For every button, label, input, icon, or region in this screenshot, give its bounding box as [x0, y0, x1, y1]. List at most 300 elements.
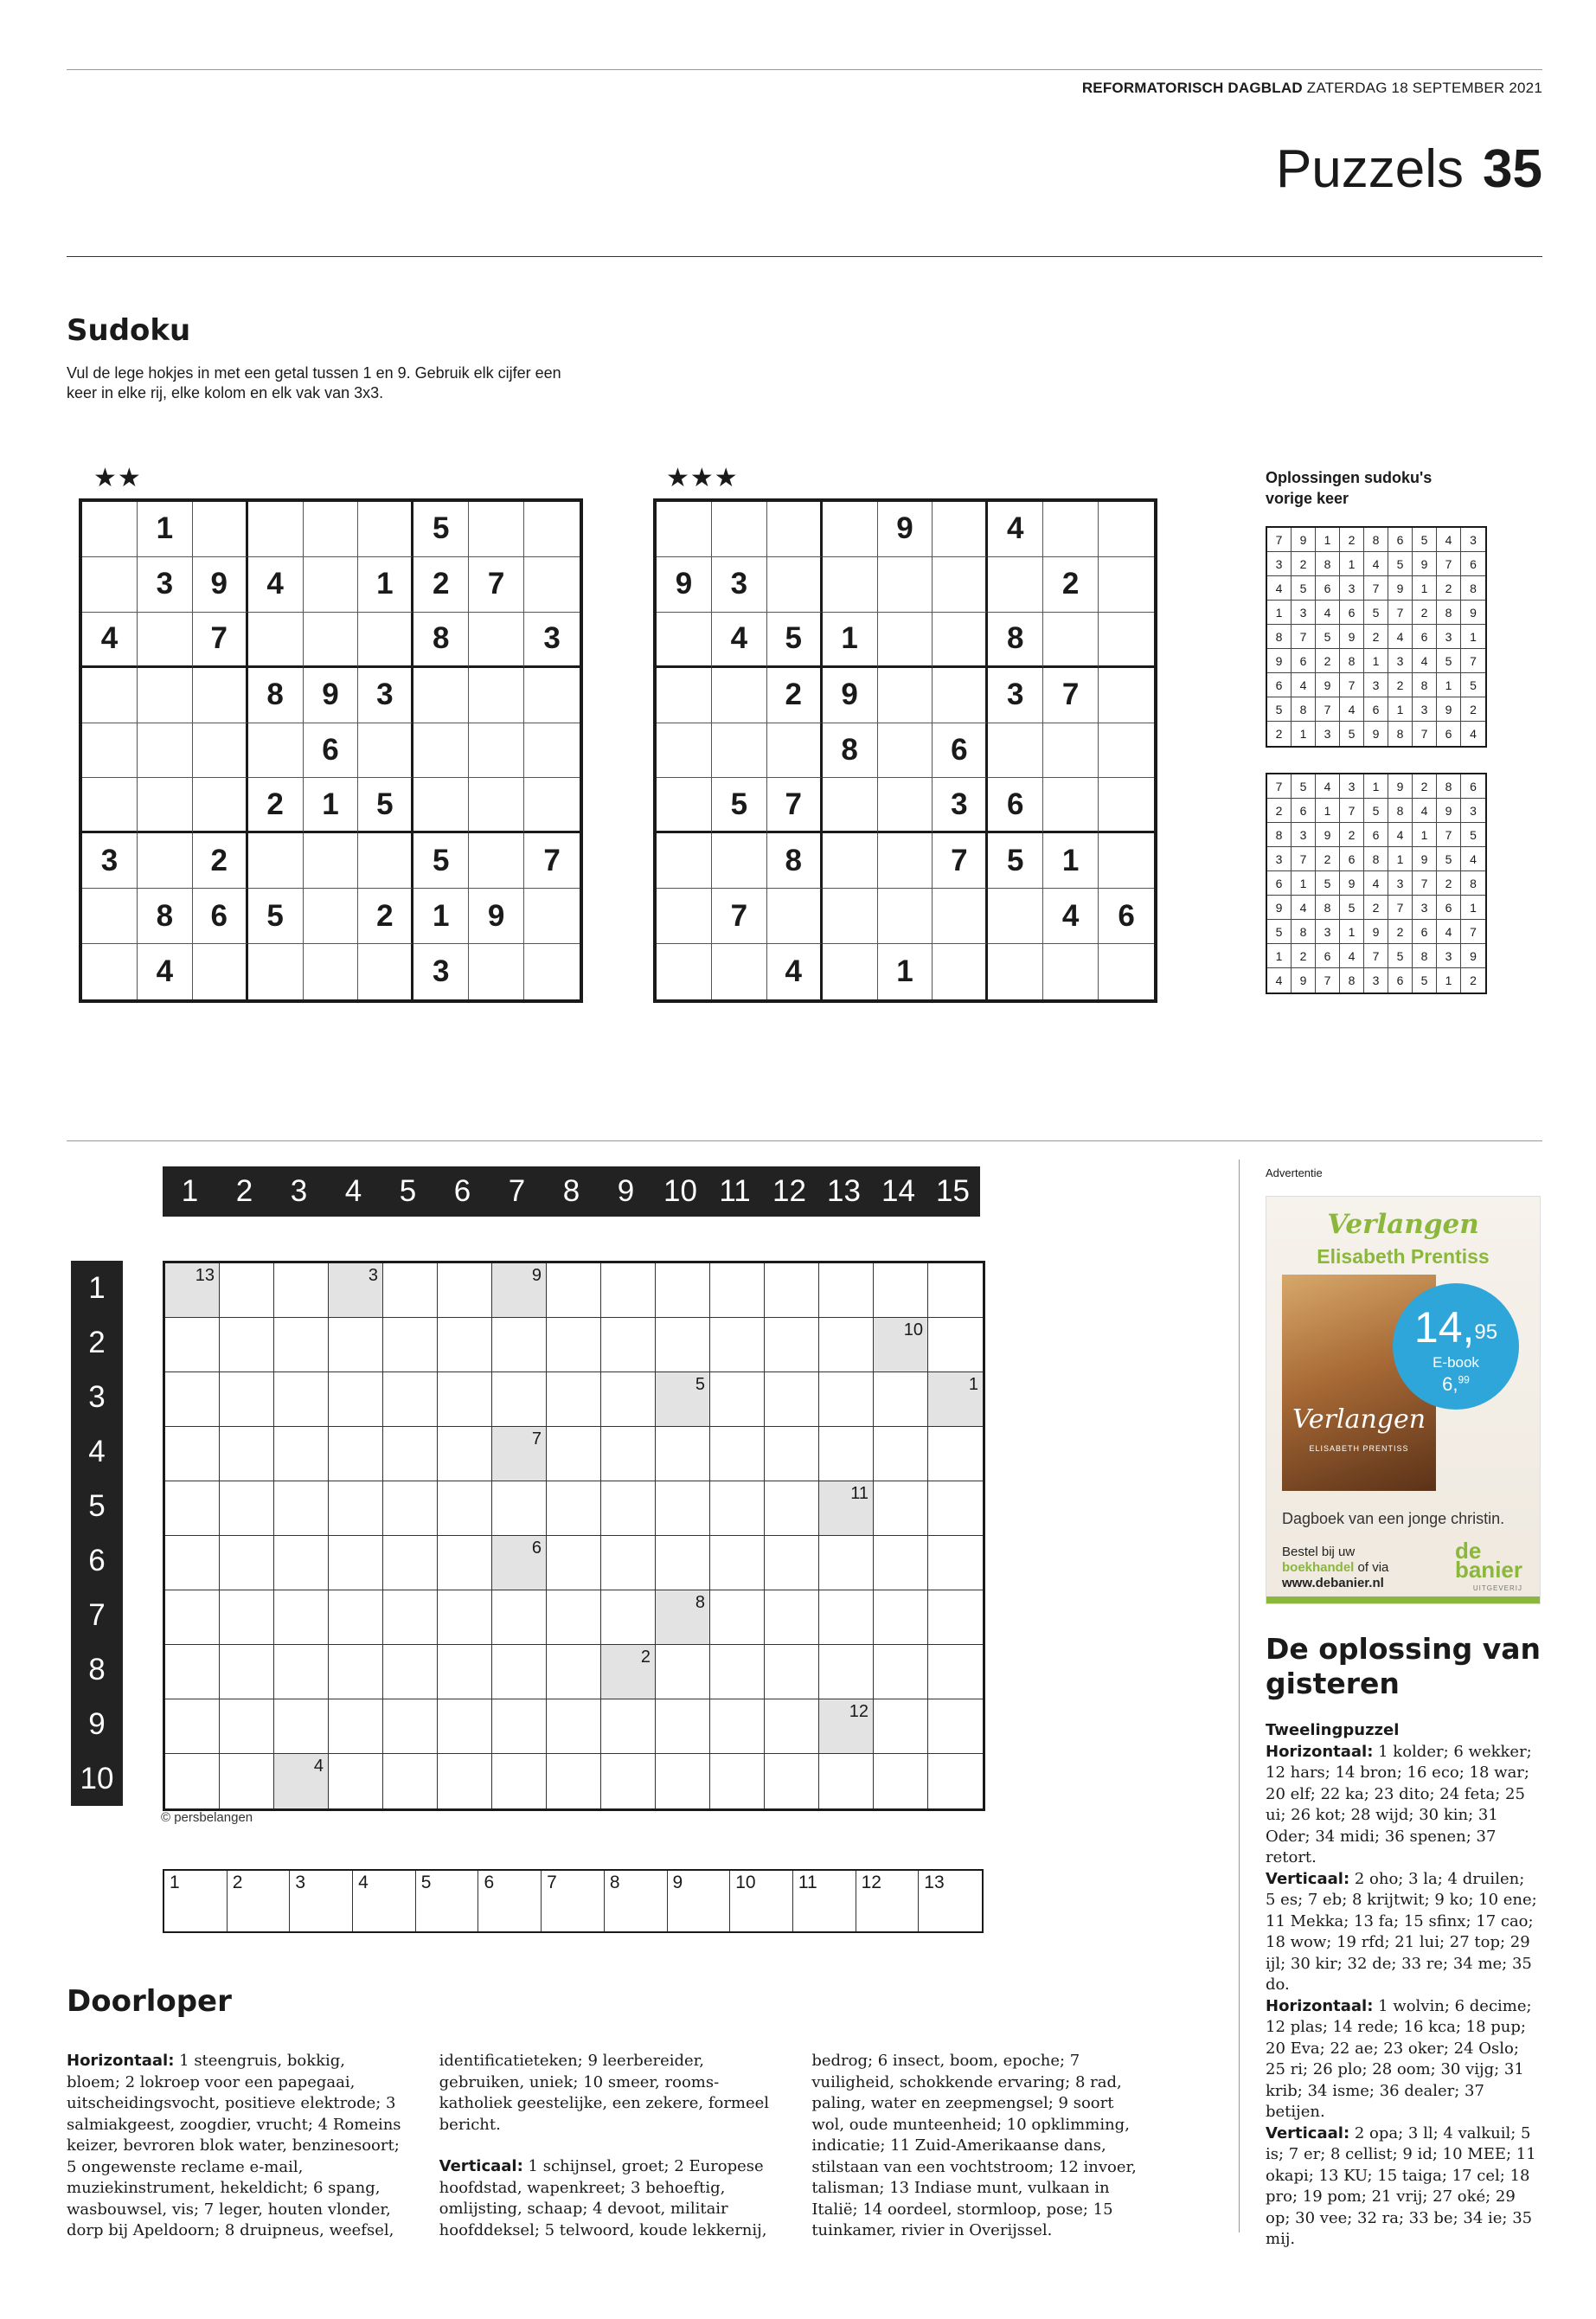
- crossword-cell[interactable]: [220, 1318, 274, 1372]
- crossword-cell[interactable]: [765, 1318, 819, 1372]
- sudoku-cell[interactable]: [878, 557, 933, 613]
- crossword-cell[interactable]: [710, 1263, 765, 1318]
- crossword-cell[interactable]: [165, 1372, 220, 1427]
- crossword-cell[interactable]: [492, 1645, 547, 1699]
- crossword-cell[interactable]: [165, 1590, 220, 1645]
- crossword-cell[interactable]: [492, 1427, 547, 1481]
- crossword-cell[interactable]: [710, 1754, 765, 1808]
- sudoku-cell[interactable]: [524, 502, 580, 557]
- sudoku-cell[interactable]: [878, 613, 933, 668]
- solution-cell: 7: [1340, 799, 1364, 823]
- sudoku-cell[interactable]: [413, 668, 469, 723]
- crossword-cell[interactable]: [492, 1263, 547, 1318]
- crossword-cell[interactable]: [819, 1263, 874, 1318]
- crossword-cell[interactable]: [874, 1481, 928, 1536]
- crossword-cell[interactable]: [220, 1645, 274, 1699]
- sudoku-cell[interactable]: [469, 613, 524, 668]
- crossword-cell[interactable]: [601, 1590, 656, 1645]
- crossword-cell[interactable]: [220, 1263, 274, 1318]
- crossword-cell[interactable]: [274, 1427, 329, 1481]
- sudoku-cell[interactable]: [138, 613, 193, 668]
- solution-cell: 8: [1461, 871, 1485, 896]
- sudoku-cell[interactable]: [878, 723, 933, 779]
- crossword-cell[interactable]: [165, 1699, 220, 1754]
- crossword-cell[interactable]: [928, 1536, 983, 1590]
- sudoku-cell[interactable]: [469, 833, 524, 889]
- crossword-grid[interactable]: [163, 1261, 985, 1811]
- sudoku-cell[interactable]: [767, 889, 823, 944]
- sudoku-cell[interactable]: [988, 889, 1043, 944]
- sudoku-cell[interactable]: [657, 723, 712, 779]
- crossword-cell[interactable]: [874, 1372, 928, 1427]
- advertisement[interactable]: [1266, 1196, 1541, 1604]
- sudoku-cell[interactable]: [988, 723, 1043, 779]
- order-url[interactable]: www.debanier.nl: [1282, 1576, 1384, 1590]
- crossword-cell[interactable]: [220, 1754, 274, 1808]
- sudoku-cell[interactable]: [524, 557, 580, 613]
- crossword-cell[interactable]: [220, 1372, 274, 1427]
- sudoku-cell[interactable]: [657, 668, 712, 723]
- answer-box[interactable]: [478, 1871, 542, 1931]
- sudoku-cell[interactable]: [988, 944, 1043, 999]
- solution-v2: 2 opa; 3 ll; 4 valkuil; 5 is; 7 er; 8 cellist; 9 id; 10 MEE; 11 okapi; 13 KU; 15 taiga; 17 cel; 18 pro; 19 pom; 21 vrij; 27 oké; 29 op; 30 vee; 32 ra; 33 be; 34 ie; 35 mij.: [1266, 2123, 1536, 2248]
- answer-box-number: 10: [735, 1873, 756, 1892]
- crossword-cell[interactable]: [874, 1263, 928, 1318]
- sudoku-cell[interactable]: [712, 502, 767, 557]
- sudoku-cell[interactable]: [933, 613, 988, 668]
- crossword-cell[interactable]: [928, 1372, 983, 1427]
- crossword-cell[interactable]: [601, 1699, 656, 1754]
- sudoku-cell[interactable]: [657, 944, 712, 999]
- sudoku-cell[interactable]: [933, 944, 988, 999]
- sudoku-cell[interactable]: [82, 944, 138, 999]
- sudoku-cell[interactable]: [1099, 613, 1154, 668]
- sudoku-cell[interactable]: [823, 502, 878, 557]
- answer-box[interactable]: [228, 1871, 291, 1931]
- sudoku-cell[interactable]: [524, 778, 580, 833]
- crossword-cell[interactable]: [165, 1536, 220, 1590]
- crossword-cell[interactable]: [438, 1318, 492, 1372]
- sudoku-cell[interactable]: [82, 557, 138, 613]
- sudoku-cell[interactable]: [358, 502, 413, 557]
- answer-box[interactable]: [416, 1871, 479, 1931]
- crossword-cell[interactable]: [928, 1427, 983, 1481]
- crossword-cell[interactable]: [819, 1645, 874, 1699]
- crossword-cell[interactable]: [874, 1590, 928, 1645]
- sudoku-cell[interactable]: [358, 613, 413, 668]
- sudoku-cell[interactable]: [193, 723, 248, 779]
- crossword-cell[interactable]: [547, 1754, 601, 1808]
- sudoku-cell[interactable]: [767, 502, 823, 557]
- sudoku-cell[interactable]: [823, 557, 878, 613]
- solution-cell: 2: [1316, 847, 1340, 871]
- column-number: 8: [562, 1174, 580, 1208]
- crossword-cell[interactable]: [438, 1372, 492, 1427]
- sudoku-cell[interactable]: [823, 778, 878, 833]
- crossword-cell[interactable]: [438, 1645, 492, 1699]
- solution-cell: 5: [1461, 673, 1485, 697]
- crossword-cell[interactable]: [220, 1590, 274, 1645]
- answer-boxes[interactable]: [163, 1869, 984, 1933]
- crossword-cell[interactable]: [274, 1372, 329, 1427]
- order-shop-link[interactable]: boekhandel: [1282, 1560, 1355, 1575]
- sudoku-cell[interactable]: [712, 668, 767, 723]
- sudoku-grid-1[interactable]: [79, 498, 583, 1003]
- crossword-cell[interactable]: [547, 1372, 601, 1427]
- sudoku-cell[interactable]: [358, 944, 413, 999]
- sudoku-cell[interactable]: [657, 502, 712, 557]
- crossword-cell[interactable]: [928, 1263, 983, 1318]
- crossword-cell[interactable]: [547, 1318, 601, 1372]
- sudoku-cell[interactable]: [193, 502, 248, 557]
- crossword-cell[interactable]: [656, 1536, 710, 1590]
- crossword-cell[interactable]: [874, 1645, 928, 1699]
- crossword-cell[interactable]: [165, 1263, 220, 1318]
- sudoku-cell[interactable]: [524, 668, 580, 723]
- crossword-cell[interactable]: [329, 1481, 383, 1536]
- crossword-cell[interactable]: [547, 1590, 601, 1645]
- sudoku-cell[interactable]: [248, 944, 304, 999]
- sudoku-cell[interactable]: [524, 944, 580, 999]
- sudoku-cell[interactable]: [304, 557, 359, 613]
- answer-box[interactable]: [730, 1871, 793, 1931]
- crossword-cell[interactable]: [329, 1645, 383, 1699]
- crossword-cell[interactable]: [601, 1754, 656, 1808]
- row-number: 10: [80, 1761, 114, 1795]
- sudoku-cell[interactable]: [933, 889, 988, 944]
- crossword-cell[interactable]: [710, 1318, 765, 1372]
- crossword-cell[interactable]: [492, 1318, 547, 1372]
- crossword-cell[interactable]: [710, 1645, 765, 1699]
- sudoku-cell: 1: [138, 502, 193, 557]
- crossword-cell[interactable]: [438, 1263, 492, 1318]
- crossword-cell[interactable]: [547, 1263, 601, 1318]
- crossword-cell[interactable]: [819, 1754, 874, 1808]
- crossword-cell[interactable]: [547, 1699, 601, 1754]
- crossword-cell[interactable]: [710, 1699, 765, 1754]
- crossword-cell[interactable]: [928, 1481, 983, 1536]
- crossword-cell[interactable]: [274, 1590, 329, 1645]
- solution-cell: 3: [1292, 601, 1316, 625]
- crossword-cell[interactable]: [438, 1754, 492, 1808]
- answer-box-number: 2: [232, 1873, 243, 1892]
- solution-cell: 7: [1364, 576, 1388, 601]
- crossword-cell[interactable]: [710, 1536, 765, 1590]
- sudoku-cell[interactable]: [988, 557, 1043, 613]
- sudoku-cell[interactable]: [712, 723, 767, 779]
- sudoku-cell[interactable]: [1099, 778, 1154, 833]
- crossword-cell[interactable]: [601, 1536, 656, 1590]
- crossword-cell[interactable]: [383, 1427, 438, 1481]
- crossword-cell[interactable]: [656, 1372, 710, 1427]
- crossword-cell[interactable]: [928, 1645, 983, 1699]
- crossword-cell[interactable]: [329, 1427, 383, 1481]
- sudoku-cell[interactable]: [358, 723, 413, 779]
- solution-cell: 1: [1364, 649, 1388, 673]
- crossword-cell[interactable]: [656, 1263, 710, 1318]
- crossword-cell[interactable]: [547, 1645, 601, 1699]
- crossword-cell[interactable]: [928, 1699, 983, 1754]
- answer-box[interactable]: [605, 1871, 668, 1931]
- crossword-cell[interactable]: [220, 1481, 274, 1536]
- crossword-cell[interactable]: [656, 1754, 710, 1808]
- crossword-cell[interactable]: [165, 1427, 220, 1481]
- crossword-cell[interactable]: [165, 1754, 220, 1808]
- sudoku-cell[interactable]: [469, 668, 524, 723]
- crossword-cell[interactable]: [819, 1318, 874, 1372]
- crossword-cell[interactable]: [220, 1699, 274, 1754]
- crossword-cell[interactable]: [274, 1536, 329, 1590]
- crossword-cell[interactable]: [383, 1318, 438, 1372]
- solution-cell: 4: [1292, 673, 1316, 697]
- crossword-cell[interactable]: [492, 1590, 547, 1645]
- crossword-cell[interactable]: [656, 1427, 710, 1481]
- sudoku-cell[interactable]: [657, 778, 712, 833]
- sudoku-cell[interactable]: [657, 889, 712, 944]
- sudoku-cell[interactable]: [712, 944, 767, 999]
- solution-cell: 8: [1388, 722, 1413, 746]
- crossword-cell[interactable]: [765, 1263, 819, 1318]
- crossword-cell[interactable]: [765, 1372, 819, 1427]
- crossword-cell[interactable]: [601, 1372, 656, 1427]
- crossword-cell[interactable]: [274, 1699, 329, 1754]
- crossword-cell[interactable]: [601, 1427, 656, 1481]
- solution-cell: 7: [1388, 601, 1413, 625]
- crossword-cell[interactable]: [165, 1318, 220, 1372]
- crossword-cell[interactable]: [819, 1427, 874, 1481]
- crossword-cell[interactable]: [438, 1481, 492, 1536]
- solution-cell: 9: [1388, 576, 1413, 601]
- sudoku-cell[interactable]: [469, 778, 524, 833]
- sudoku-cell[interactable]: [657, 833, 712, 889]
- sudoku-cell[interactable]: [933, 557, 988, 613]
- crossword-cell[interactable]: [329, 1536, 383, 1590]
- crossword-cell[interactable]: [765, 1427, 819, 1481]
- crossword-cell[interactable]: [274, 1263, 329, 1318]
- sudoku-cell[interactable]: [413, 723, 469, 779]
- sudoku-cell[interactable]: [767, 557, 823, 613]
- sudoku-cell[interactable]: [82, 723, 138, 779]
- crossword-cell[interactable]: [710, 1481, 765, 1536]
- crossword-cell[interactable]: [928, 1590, 983, 1645]
- sudoku-cell[interactable]: [1043, 778, 1099, 833]
- crossword-cell[interactable]: [765, 1645, 819, 1699]
- crossword-cell[interactable]: [329, 1263, 383, 1318]
- answer-box[interactable]: [290, 1871, 353, 1931]
- answer-box[interactable]: [668, 1871, 731, 1931]
- crossword-cell[interactable]: [329, 1318, 383, 1372]
- sudoku-cell[interactable]: [304, 502, 359, 557]
- crossword-cell[interactable]: [656, 1590, 710, 1645]
- crossword-cell[interactable]: [492, 1536, 547, 1590]
- crossword-cell[interactable]: [547, 1427, 601, 1481]
- sudoku-cell[interactable]: [1043, 502, 1099, 557]
- sudoku-cell[interactable]: [933, 668, 988, 723]
- sudoku-cell[interactable]: [1099, 502, 1154, 557]
- crossword-cell[interactable]: [274, 1318, 329, 1372]
- answer-box[interactable]: [164, 1871, 228, 1931]
- crossword-cell[interactable]: [329, 1754, 383, 1808]
- sudoku-cell[interactable]: [469, 723, 524, 779]
- crossword-cell[interactable]: [492, 1481, 547, 1536]
- crossword-cell[interactable]: [656, 1481, 710, 1536]
- crossword-cell[interactable]: [383, 1645, 438, 1699]
- crossword-cell[interactable]: [765, 1699, 819, 1754]
- crossword-cell[interactable]: [656, 1699, 710, 1754]
- sudoku-cell[interactable]: [469, 502, 524, 557]
- sudoku-grid-2[interactable]: [653, 498, 1157, 1003]
- crossword-cell[interactable]: [492, 1699, 547, 1754]
- crossword-cell[interactable]: [329, 1372, 383, 1427]
- answer-box[interactable]: [856, 1871, 920, 1931]
- sudoku-cell[interactable]: [304, 833, 359, 889]
- crossword-cell[interactable]: [874, 1754, 928, 1808]
- solution-cell: 8: [1316, 552, 1340, 576]
- answer-box[interactable]: [542, 1871, 605, 1931]
- crossword-cell[interactable]: [819, 1481, 874, 1536]
- crossword-cell[interactable]: [874, 1318, 928, 1372]
- crossword-cell[interactable]: [438, 1536, 492, 1590]
- sudoku-cell[interactable]: [524, 723, 580, 779]
- answer-box[interactable]: [353, 1871, 416, 1931]
- sudoku-cell[interactable]: [138, 778, 193, 833]
- crossword-cell[interactable]: [220, 1536, 274, 1590]
- crossword-cell[interactable]: [438, 1590, 492, 1645]
- solution-cell: 3: [1388, 649, 1413, 673]
- crossword-cell[interactable]: [765, 1536, 819, 1590]
- crossword-cell[interactable]: [710, 1427, 765, 1481]
- sudoku-cell[interactable]: [138, 668, 193, 723]
- sudoku-cell[interactable]: [823, 944, 878, 999]
- sudoku-cell[interactable]: [469, 944, 524, 999]
- crossword-cell[interactable]: [383, 1699, 438, 1754]
- crossword-cell[interactable]: [383, 1263, 438, 1318]
- crossword-cell[interactable]: [547, 1536, 601, 1590]
- sudoku-cell[interactable]: [304, 613, 359, 668]
- crossword-cell[interactable]: [874, 1699, 928, 1754]
- sudoku-cell[interactable]: [878, 668, 933, 723]
- sudoku-cell[interactable]: [82, 889, 138, 944]
- sudoku-cell[interactable]: [248, 833, 304, 889]
- crossword-cell[interactable]: [547, 1481, 601, 1536]
- crossword-cell[interactable]: [383, 1536, 438, 1590]
- sudoku-cell[interactable]: [1099, 944, 1154, 999]
- crossword-cell[interactable]: [819, 1536, 874, 1590]
- crossword-cell[interactable]: [819, 1590, 874, 1645]
- crossword-cell[interactable]: [492, 1372, 547, 1427]
- sudoku-cell[interactable]: [304, 944, 359, 999]
- sudoku-cell[interactable]: [1099, 557, 1154, 613]
- sudoku-cell[interactable]: [82, 668, 138, 723]
- solution-cell: 3: [1292, 823, 1316, 847]
- crossword-cell[interactable]: [656, 1645, 710, 1699]
- solution-cell: 3: [1340, 774, 1364, 799]
- crossword-cell[interactable]: [710, 1372, 765, 1427]
- crossword-cell[interactable]: [601, 1645, 656, 1699]
- sudoku-cell[interactable]: [823, 889, 878, 944]
- cell-number: 4: [313, 1757, 324, 1776]
- crossword-cell[interactable]: [383, 1481, 438, 1536]
- sudoku-cell[interactable]: [138, 723, 193, 779]
- crossword-cell[interactable]: [438, 1699, 492, 1754]
- sudoku-cell[interactable]: [248, 613, 304, 668]
- sudoku-cell[interactable]: [878, 889, 933, 944]
- crossword-cell[interactable]: [329, 1699, 383, 1754]
- crossword-cell[interactable]: [383, 1372, 438, 1427]
- crossword-cell[interactable]: [383, 1754, 438, 1808]
- sudoku-cell[interactable]: [248, 502, 304, 557]
- answer-box[interactable]: [919, 1871, 982, 1931]
- sudoku-cell[interactable]: [767, 723, 823, 779]
- sudoku-cell[interactable]: [1099, 668, 1154, 723]
- crossword-cell[interactable]: [220, 1427, 274, 1481]
- crossword-cell[interactable]: [928, 1318, 983, 1372]
- crossword-cell[interactable]: [601, 1481, 656, 1536]
- crossword-cell[interactable]: [874, 1427, 928, 1481]
- crossword-cell[interactable]: [874, 1536, 928, 1590]
- crossword-cell[interactable]: [438, 1427, 492, 1481]
- sudoku-cell[interactable]: [248, 723, 304, 779]
- sudoku-cell[interactable]: [304, 889, 359, 944]
- sudoku-cell[interactable]: [358, 833, 413, 889]
- sudoku-cell[interactable]: [413, 778, 469, 833]
- crossword-cell[interactable]: [165, 1645, 220, 1699]
- solution-cell: 2: [1292, 944, 1316, 968]
- sudoku-cell[interactable]: [193, 944, 248, 999]
- sudoku-cell[interactable]: [1099, 833, 1154, 889]
- sudoku-cell[interactable]: [878, 833, 933, 889]
- crossword-cell[interactable]: [765, 1754, 819, 1808]
- sudoku-cell[interactable]: [1043, 613, 1099, 668]
- crossword-cell[interactable]: [819, 1699, 874, 1754]
- crossword-cell[interactable]: [819, 1372, 874, 1427]
- sudoku-cell[interactable]: [193, 668, 248, 723]
- sudoku-cell[interactable]: [138, 833, 193, 889]
- answer-box[interactable]: [793, 1871, 856, 1931]
- sudoku-cell[interactable]: [82, 502, 138, 557]
- crossword-cell[interactable]: [274, 1754, 329, 1808]
- crossword-cell[interactable]: [383, 1590, 438, 1645]
- sudoku-cell[interactable]: [823, 833, 878, 889]
- crossword-cell[interactable]: [274, 1645, 329, 1699]
- sudoku-cell[interactable]: [1043, 944, 1099, 999]
- sudoku-cell[interactable]: [82, 778, 138, 833]
- solution-cell: 8: [1461, 576, 1485, 601]
- sudoku-cell[interactable]: [712, 833, 767, 889]
- sudoku-cell[interactable]: [193, 778, 248, 833]
- sudoku-cell[interactable]: [657, 613, 712, 668]
- crossword-cell[interactable]: [765, 1590, 819, 1645]
- crossword-cell[interactable]: [274, 1481, 329, 1536]
- crossword-cell[interactable]: [601, 1263, 656, 1318]
- crossword-cell[interactable]: [601, 1318, 656, 1372]
- crossword-cell[interactable]: [165, 1481, 220, 1536]
- sudoku-cell: 7: [469, 557, 524, 613]
- sudoku-cell[interactable]: [524, 889, 580, 944]
- crossword-cell[interactable]: [710, 1590, 765, 1645]
- crossword-cell[interactable]: [765, 1481, 819, 1536]
- crossword-cell[interactable]: [329, 1590, 383, 1645]
- sudoku-cell[interactable]: [933, 502, 988, 557]
- crossword-cell[interactable]: [928, 1754, 983, 1808]
- sudoku-cell[interactable]: [878, 778, 933, 833]
- row-number: 6: [88, 1543, 106, 1577]
- sudoku-cell[interactable]: [1043, 723, 1099, 779]
- crossword-cell[interactable]: [656, 1318, 710, 1372]
- sudoku-cell[interactable]: [1099, 723, 1154, 779]
- crossword-cell[interactable]: [492, 1754, 547, 1808]
- solution-cell: 7: [1292, 847, 1316, 871]
